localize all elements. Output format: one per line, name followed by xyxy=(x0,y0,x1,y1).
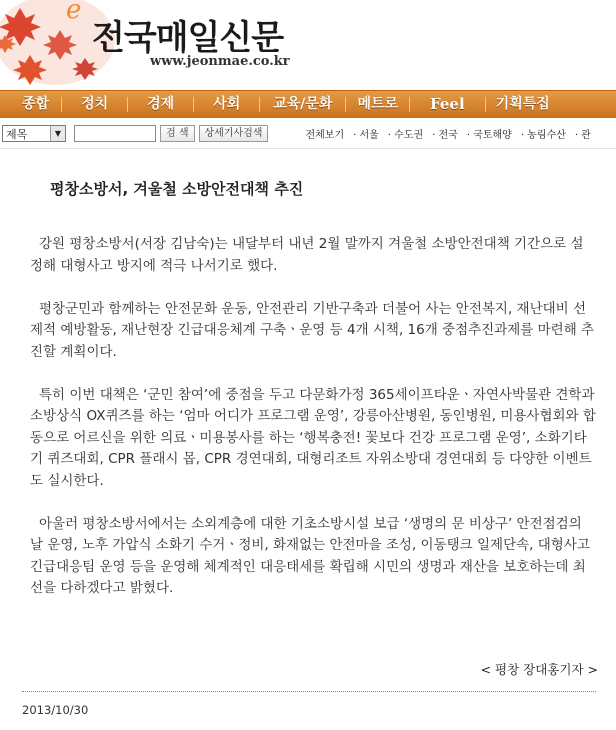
nav-item-education-culture[interactable]: 교육/문화 xyxy=(273,96,333,112)
category-link-land-maritime[interactable]: · 국토해양 xyxy=(466,129,512,141)
nav-item-metro[interactable]: 메트로 xyxy=(357,96,399,112)
svg-text:e: e xyxy=(66,0,82,25)
newspaper-title[interactable]: 전국매일신문 xyxy=(92,18,284,58)
nav-item-economy[interactable]: 경제 xyxy=(147,96,175,112)
search-field-select[interactable] xyxy=(2,125,66,142)
article-paragraph: 아울러 평창소방서에서는 소외계층에 대한 기초소방시설 보급 ‘생명의 문 비상구’ 안전점검의 날 운영, 노후 가압식 소화기 수거ㆍ정비, 화재없는 안전마을 조성, 이동탱크 일제단속, 대형사고 긴급대응팀 운영 등을 운영해 체계적인 대응태세를 확립해 시민의 생명과 재산을 보호하는데 최선을 다하겠다고 밝혔다. xyxy=(30,515,590,596)
article-byline: < 평창 장대홍기자 > xyxy=(480,662,598,677)
masthead xyxy=(0,0,616,90)
article-body xyxy=(30,234,596,621)
chevron-down-icon[interactable]: ▼ xyxy=(50,126,65,141)
article-headline: 평창소방서, 겨울철 소방안전대책 추진 xyxy=(50,180,304,198)
main-nav xyxy=(0,90,616,119)
nav-item-special[interactable]: 기획특집 xyxy=(495,96,550,112)
category-link-partial[interactable]: · 관 xyxy=(574,129,591,141)
region-category-links xyxy=(305,126,590,141)
search-input[interactable] xyxy=(74,125,156,142)
site-url: www.jeonmae.co.kr xyxy=(150,54,290,69)
search-button[interactable]: 검 색 xyxy=(160,125,195,142)
category-link-agriculture-fisheries[interactable]: · 농림수산 xyxy=(520,129,566,141)
category-link-seoul[interactable]: · 서울 xyxy=(353,129,379,141)
category-link-national[interactable]: · 전국 xyxy=(432,129,458,141)
article-paragraph: 강원 평창소방서(서장 김남숙)는 내달부터 내년 2월 말까지 겨울철 소방안전대책 기간으로 설정해 대형사고 방지에 적극 나서기로 했다. xyxy=(30,236,584,274)
search-field-selected: 제목 xyxy=(6,127,28,141)
nav-item-society[interactable]: 사회 xyxy=(213,96,241,112)
article-paragraph: 특히 이번 대책은 ‘군민 참여’에 중점을 두고 다문화가정 365세이프타운ㆍ자연사박물관 견학과 소방상식 OX퀴즈를 하는 ‘엄마 어디가 프로그램 운영’, 강릉아산병원, 동인병원, 미용사협회와 합동으로 어르신을 위한 의료ㆍ미용봉사를 하는 ‘행복충전! 꽃보다 건강 프로그램 운영’, 소화기타기 퀴즈대회, CPR 플래시 몹, CPR 경연대회, 대형리조트 자위소방대 경연대회 등 다양한 이벤트도 실시한다. xyxy=(30,386,596,489)
article-date: 2013/10/30 xyxy=(22,703,89,717)
nav-item-general[interactable]: 종합 xyxy=(22,96,50,112)
dotted-divider xyxy=(22,691,596,692)
category-link-capital-area[interactable]: · 수도권 xyxy=(387,129,424,141)
category-link-all[interactable]: 전체보기 xyxy=(305,129,345,141)
nav-item-feel[interactable]: Feel xyxy=(430,95,465,113)
article-paragraph: 평창군민과 함께하는 안전문화 운동, 안전관리 기반구축과 더불어 사는 안전복지, 재난대비 선제적 예방활동, 재난현장 긴급대응체계 구축ㆍ운영 등 4개 시책, 16개 중점추진과제를 마련해 추진할 계획이다. xyxy=(30,300,595,360)
advanced-search-button[interactable]: 상세기사검색 xyxy=(199,125,269,142)
search-bar xyxy=(0,118,616,149)
nav-item-politics[interactable]: 정치 xyxy=(81,96,109,112)
